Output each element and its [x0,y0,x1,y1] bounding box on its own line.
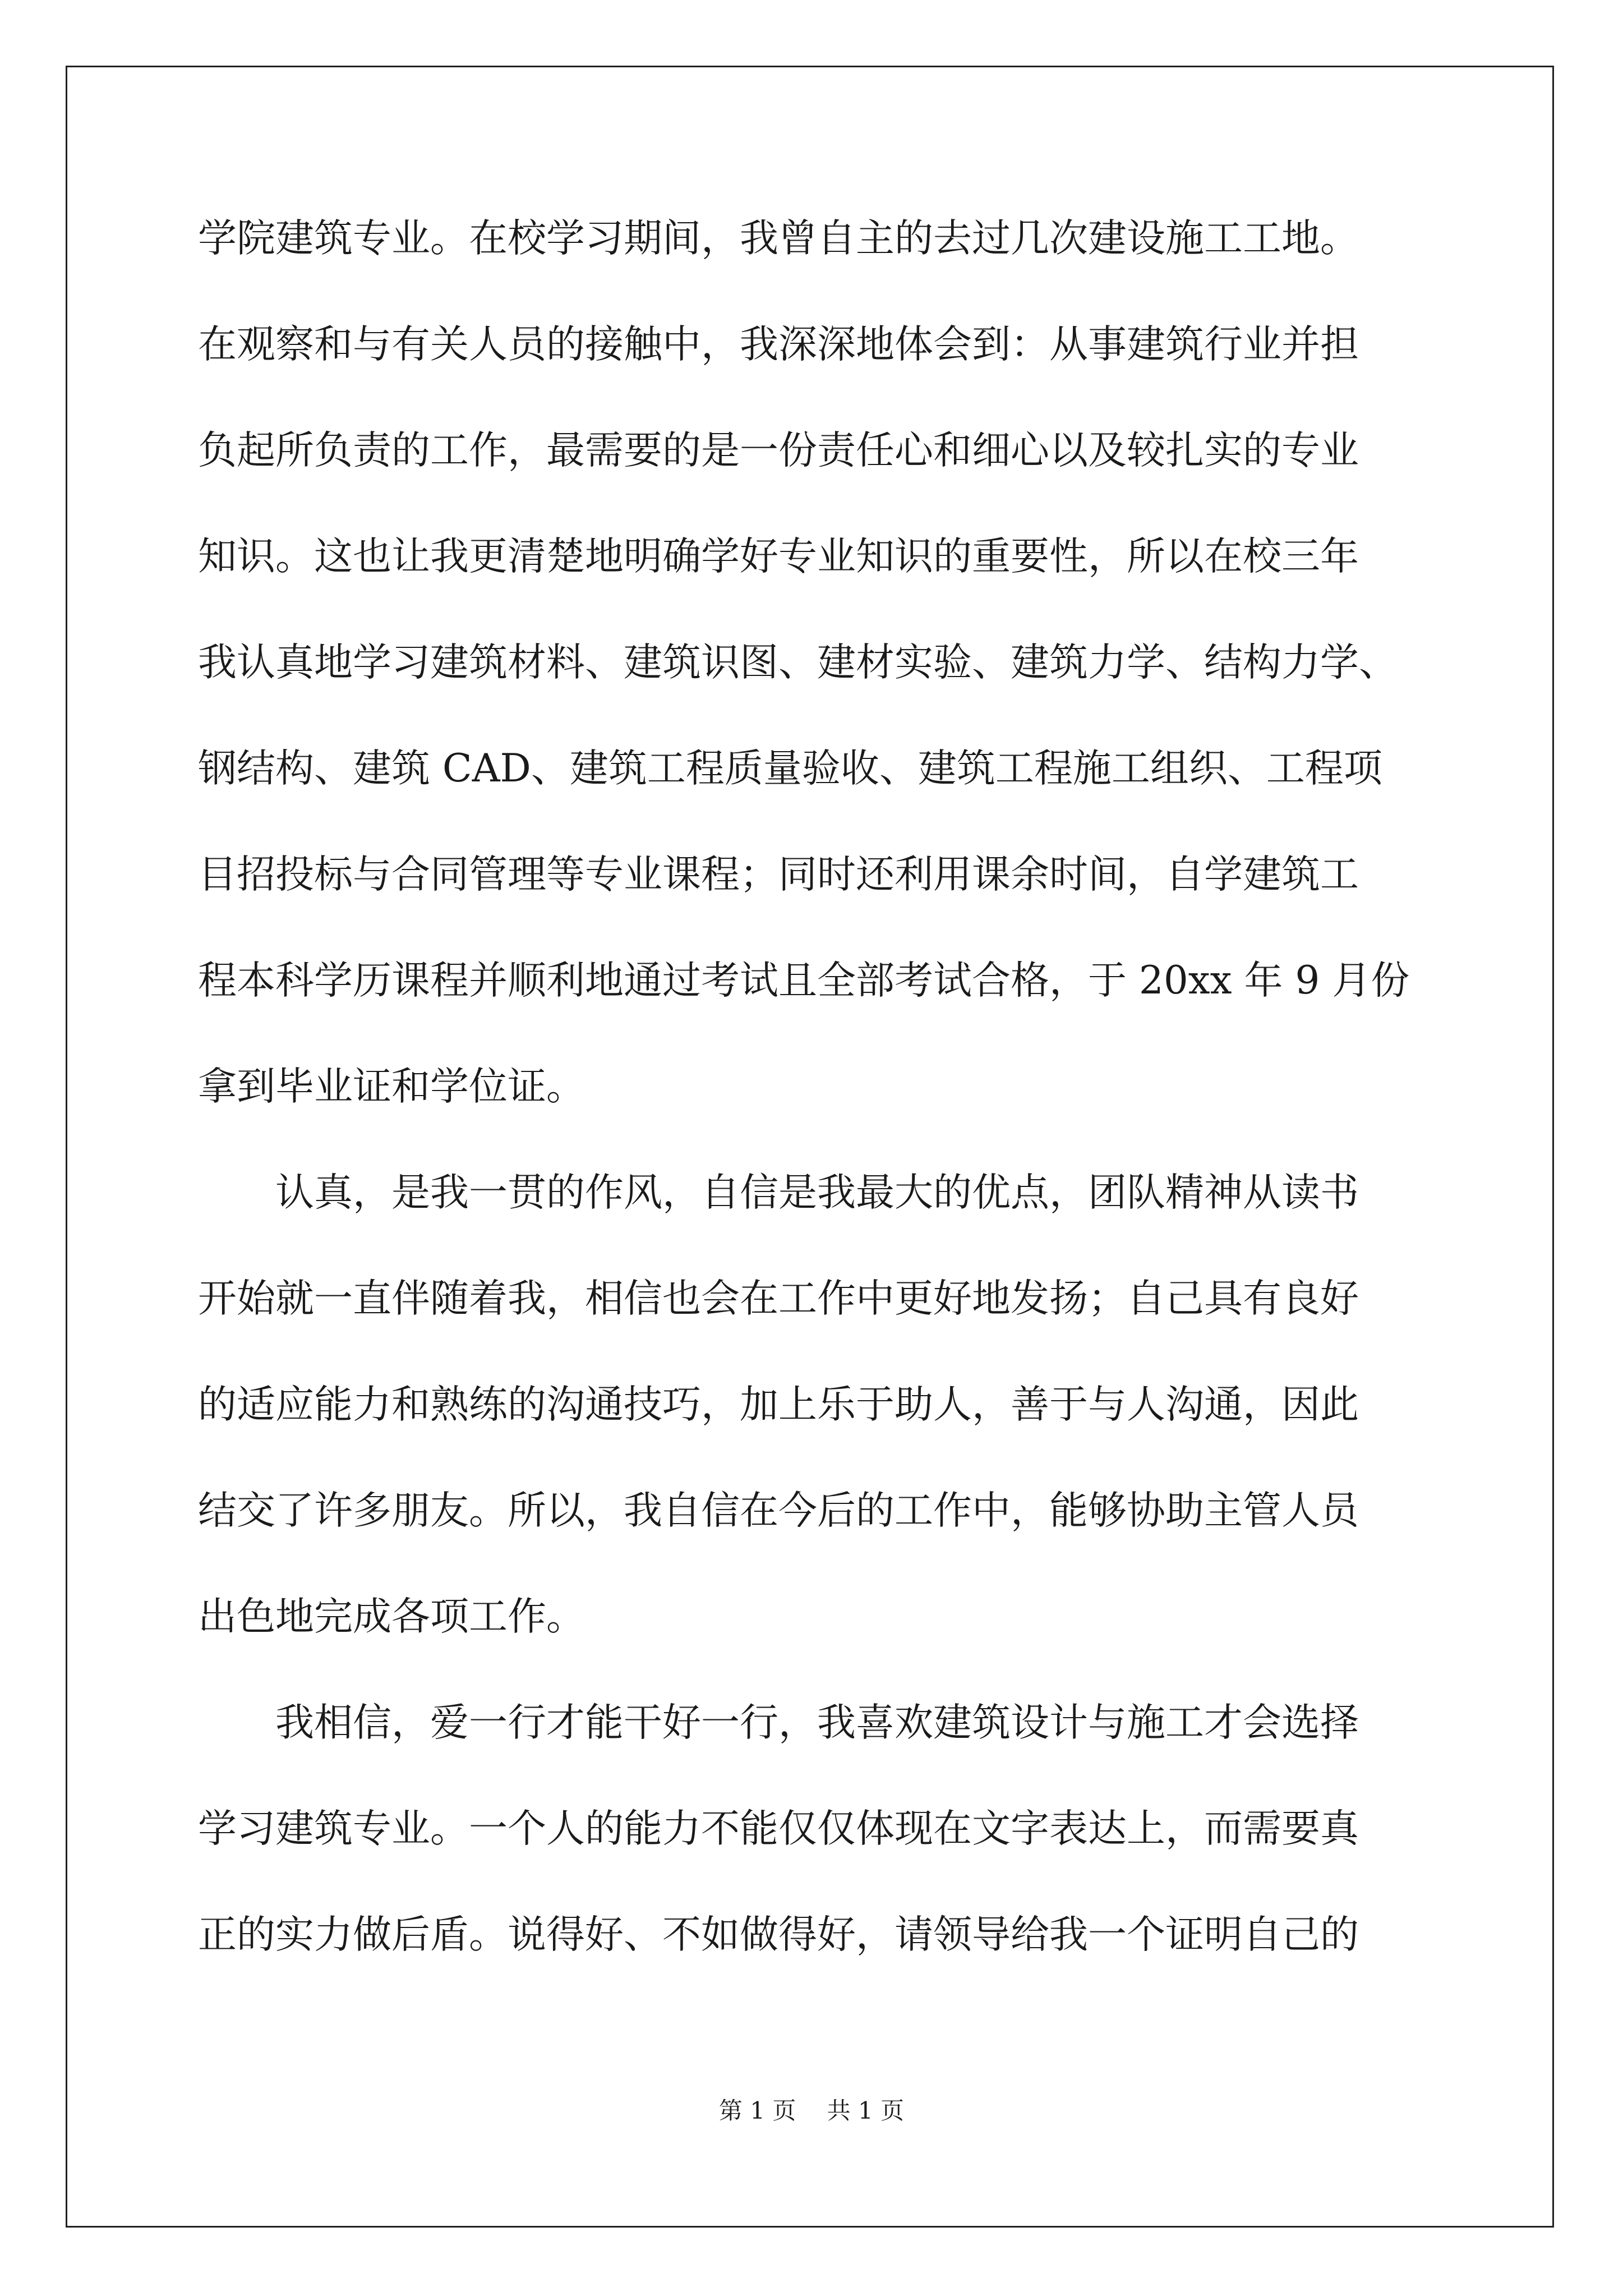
text-line: 负起所负责的工作，最需要的是一份责任心和细心以及较扎实的专业 [198,428,1359,473]
text-line: 我认真地学习建筑材料、建筑识图、建材实验、建筑力学、结构力学、 [198,640,1398,685]
text-line: 学院建筑专业。在校学习期间，我曾自主的去过几次建设施工工地。 [198,216,1359,261]
text-line: 拿到毕业证和学位证。 [198,1064,585,1109]
text-line: 学习建筑专业。一个人的能力不能仅仅体现在文字表达上，而需要真 [198,1806,1359,1851]
text-line: 结交了许多朋友。所以，我自信在今后的工作中，能够协助主管人员 [198,1488,1359,1533]
text-line: 的适应能力和熟练的沟通技巧，加上乐于助人，善于与人沟通，因此 [198,1382,1359,1427]
text-line: 开始就一直伴随着我，相信也会在工作中更好地发扬；自己具有良好 [198,1276,1359,1321]
text-line: 知识。这也让我更清楚地明确学好专业知识的重要性，所以在校三年 [198,534,1359,579]
text-line: 目招投标与合同管理等专业课程；同时还利用课余时间，自学建筑工 [198,852,1359,897]
text-line: 认真，是我一贯的作风，自信是我最大的优点，团队精神从读书 [198,1170,1359,1215]
text-line: 正的实力做后盾。说得好、不如做得好，请领导给我一个证明自己的 [198,1912,1359,1957]
page-number: 第 1 页 共 1 页 [718,2097,905,2124]
text-line: 我相信，爱一行才能干好一行，我喜欢建筑设计与施工才会选择 [198,1700,1359,1745]
text-line: 程本科学历课程并顺利地通过考试且全部考试合格，于 20xx 年 9 月份 [198,958,1410,1003]
text-line: 钢结构、建筑 CAD、建筑工程质量验收、建筑工程施工组织、工程项 [198,746,1382,791]
text-line: 在观察和与有关人员的接触中，我深深地体会到：从事建筑行业并担 [198,322,1359,367]
text-line: 出色地完成各项工作。 [198,1594,585,1639]
